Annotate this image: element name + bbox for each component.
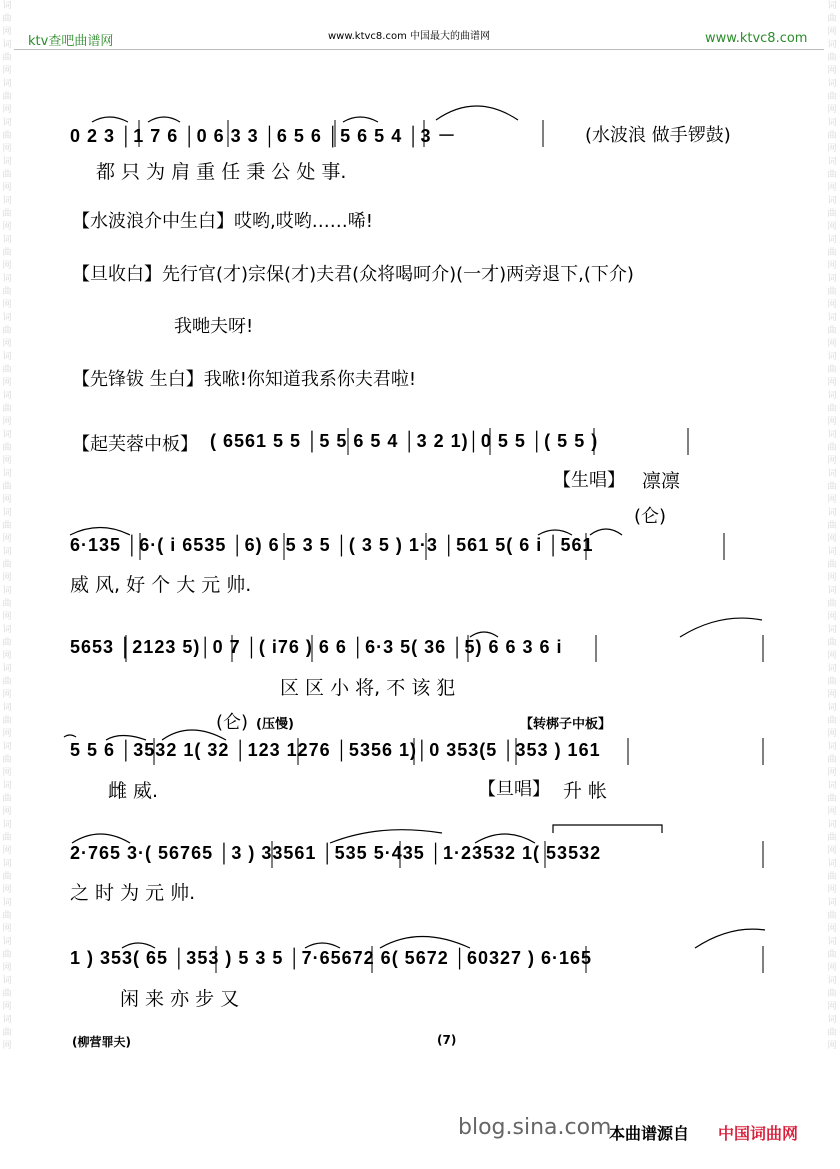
- score-line-1-notes: 0 2 3 │1 7 6 │0 6 3 3 │6 5 6 │5 6 5 4 │3 －: [70, 126, 457, 146]
- score-line-5-lyrics-2: 升 帐: [563, 780, 608, 802]
- site-url-right: www.ktvc8.com: [705, 31, 808, 46]
- score-line-7-lyrics: 闲 来 亦 步 又: [120, 988, 240, 1010]
- score-line-1-lyrics: 都 只 为 肩 重 任 秉 公 处 事.: [96, 161, 347, 183]
- role-label-dan: 【旦唱】: [478, 779, 550, 800]
- score-line-2-notes: ( 6561 5 5 │5 5 6 5 4 │3 2 1)│0 5 5 │( 5 5 ): [210, 431, 599, 451]
- section-label-qifurong: 【起芙蓉中板】: [72, 434, 198, 455]
- blog-watermark: blog.sina.com: [458, 1115, 612, 1140]
- score-line-5-mark: (仑): [216, 712, 249, 733]
- score-line-5-lyrics: 雌 威.: [108, 780, 159, 802]
- site-name-left: ktv查吧曲谱网: [28, 34, 114, 49]
- score-line-3-notes: 6·135 │6·( i 6535 │6) 6 5 3 5 │( 3 5 ) 1·3 │561 5( 6 i │561: [70, 535, 594, 555]
- score-line-4-lyrics: 区 区 小 将, 不 该 犯: [280, 677, 456, 699]
- site-tagline: www.ktvc8.com 中国最大的曲谱网: [328, 31, 491, 42]
- score-line-6-lyrics: 之 时 为 元 帅.: [70, 882, 196, 904]
- score-line-2-lyrics: 凛凛: [642, 470, 681, 492]
- spoken-line-1: 【水波浪介中生白】哎哟,哎哟……唏!: [72, 211, 373, 232]
- score-line-7-notes: 1 ) 353( 65 │353 ) 5 3 5 │7·65672 6( 5672 │60327 ) 6·165: [70, 948, 593, 968]
- footer-title: (柳营罪夫): [72, 1035, 131, 1049]
- score-line-3-mark: (仑): [634, 506, 667, 527]
- page-number: (7): [437, 1033, 457, 1047]
- side-watermark-left: 词 曲 网 词 曲 网 词 曲 网 词 曲 网 词 曲 网 词 曲 网 词 曲 网 词 曲 网 词 曲 网 词 曲 网 词 曲 网 词 曲 网 词 曲 网 词 曲 网 词 曲 网 词 曲 网 词 曲 网 词 曲 网 词 曲 网 词 曲 网 词 曲 网 词 曲 网 词 曲 网 词 曲 网 词 曲 网 词 曲 网 词 曲 网: [2, 1, 12, 1051]
- brand-name: 中国词曲网: [718, 1124, 799, 1143]
- score-line-5-notes: 5 5 6 │3532 1( 32 │123 1276 │5356 1)│0 353(5 │353 ) 161: [70, 740, 601, 760]
- spoken-line-2: 【旦收白】先行官(才)宗保(才)夫君(众将喝呵介)(一才)两旁退下,(下介): [72, 264, 634, 285]
- score-line-6-notes: 2·765 3·( 56765 │3 ) 33561 │535 5·435 │1·23532 1( 53532: [70, 843, 602, 863]
- tempo-mark-yaman: (压慢): [256, 717, 294, 732]
- spoken-line-2-continuation: 我哋夫呀!: [174, 316, 254, 337]
- score-line-1-annotation: (水波浪 做手锣鼓): [585, 125, 731, 146]
- source-label: 本曲谱源自: [609, 1124, 690, 1143]
- role-label-sheng: 【生唱】: [553, 470, 625, 491]
- side-watermark-right: 词 曲 网 词 曲 网 词 曲 网 词 曲 网 词 曲 网 词 曲 网 词 曲 网 词 曲 网 词 曲 网 词 曲 网 词 曲 网 词 曲 网 词 曲 网 词 曲 网 词 曲 网 词 曲 网 词 曲 网 词 曲 网 词 曲 网 词 曲 网 词 曲 网 词 曲 网 词 曲 网 词 曲 网 词 曲 网 词 曲 网 词 曲 网: [827, 1, 837, 1051]
- score-line-3-lyrics: 威 风, 好 个 大 元 帅.: [70, 574, 252, 596]
- score-line-4-notes: 5653 │2123 5)│0 7 │( i76 ) 6 6 │6·3 5( 36 │5) 6 6 3 6 i: [70, 637, 563, 657]
- spoken-line-3: 【先锋钹 生白】我𠵱!你知道我系你夫君啦!: [72, 369, 417, 390]
- section-label-bangzi: 【转梆子中板】: [520, 717, 612, 732]
